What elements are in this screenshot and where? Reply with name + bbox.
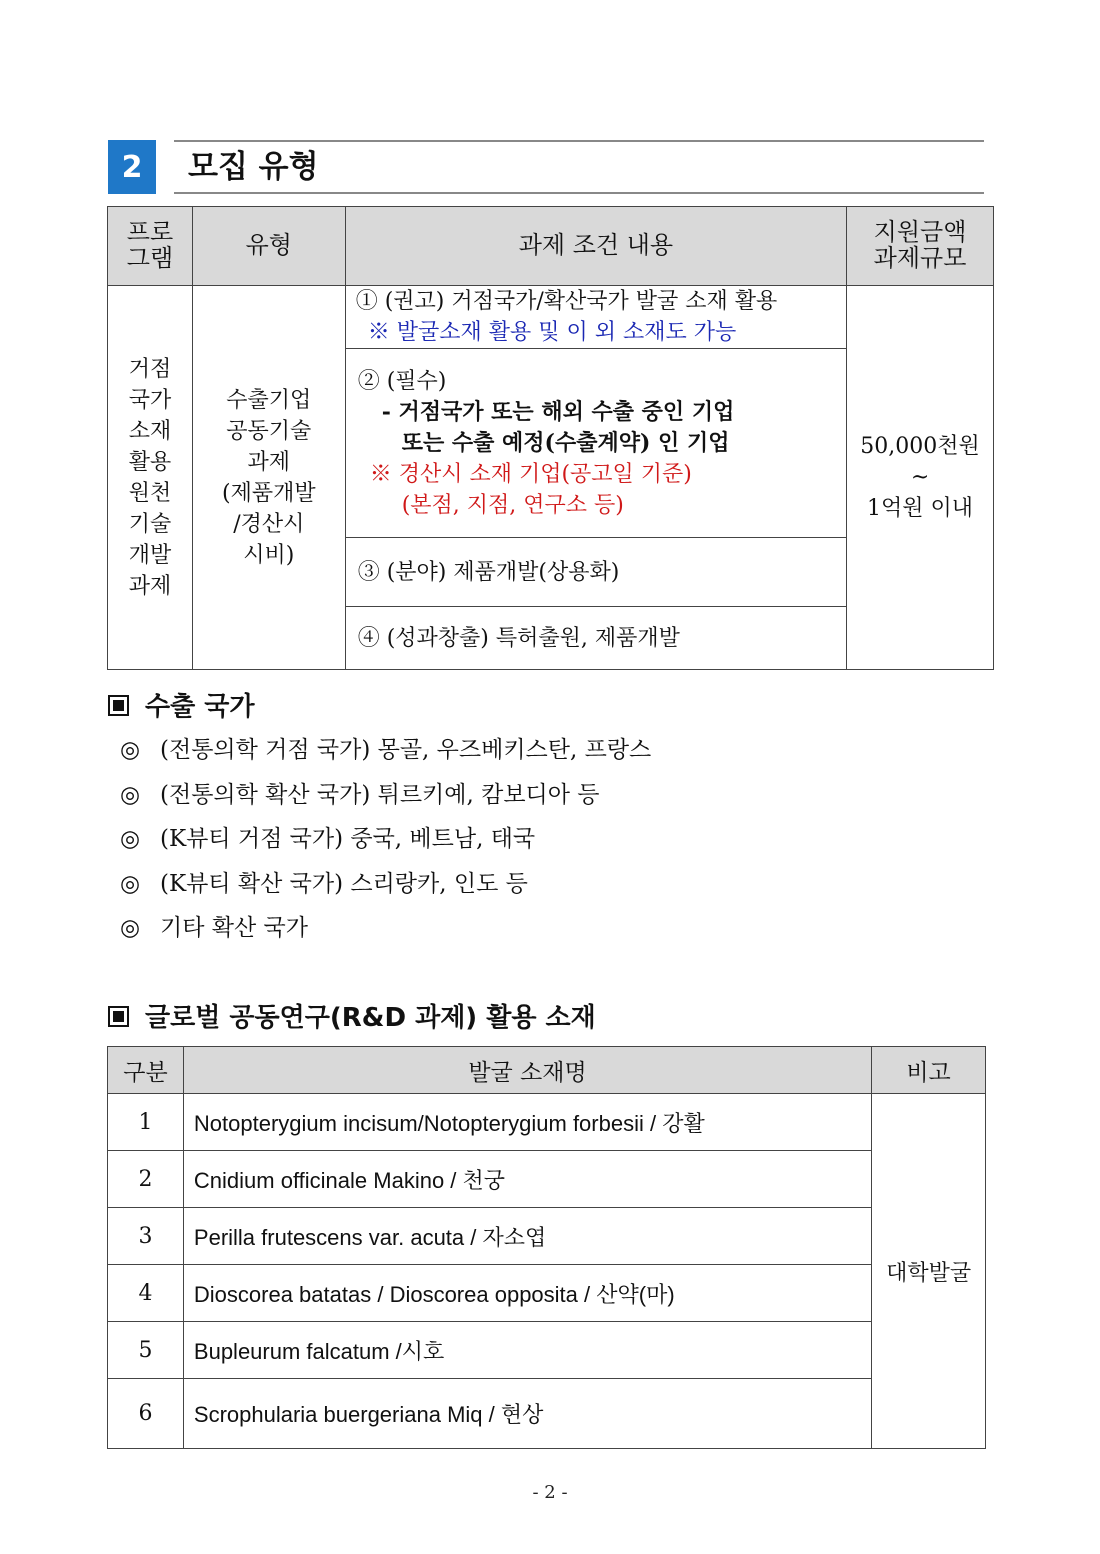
condition-2-line3: 또는 수출 예정(수출계약) 인 기업 xyxy=(401,429,730,456)
materials-heading xyxy=(108,997,596,1034)
export-countries-title: 수출 국가 xyxy=(145,692,255,722)
list-item xyxy=(120,777,651,822)
funding-tilde: ~ xyxy=(910,465,930,490)
double-circle-icon: ◎ xyxy=(120,781,141,808)
funding-limit: 1억원 이내 xyxy=(867,496,974,521)
row-no: 4 xyxy=(108,1265,184,1322)
row-no: 1 xyxy=(108,1094,184,1151)
header-program: 프로 그램 xyxy=(108,207,193,286)
program-cell: 거점 국가 소재 활용 원천 기술 개발 과제 xyxy=(108,286,193,670)
double-circle-icon: ◎ xyxy=(120,737,141,763)
condition-2-note2: (본점, 지점, 연구소 등) xyxy=(401,492,624,518)
condition-2-note1: ※ 경산시 소재 기업(공고일 기준) xyxy=(369,461,692,487)
header-type: 유형 xyxy=(192,207,345,286)
row-no: 6 xyxy=(108,1379,184,1449)
row-no: 5 xyxy=(108,1322,184,1379)
table-row xyxy=(108,1094,986,1151)
note-cell: 대학발굴 xyxy=(872,1094,986,1449)
row-name: Cnidium officinale Makino / 천궁 xyxy=(183,1151,871,1208)
condition-1-text: ① (권고) 거점국가/확산국가 발굴 소재 활용 xyxy=(355,289,778,314)
condition-1-note: ※ 발굴소재 활용 및 이 외 소재도 가능 xyxy=(367,320,737,345)
square-bullet-icon xyxy=(108,1006,129,1027)
condition-1 xyxy=(345,286,846,349)
export-countries-list xyxy=(120,732,651,955)
list-item-text: (K뷰티 확산 국가) 스리랑카, 인도 등 xyxy=(160,870,528,897)
list-item-text: 기타 확산 국가 xyxy=(160,915,308,941)
double-circle-icon: ◎ xyxy=(120,915,141,941)
row-name: Dioscorea batatas / Dioscorea opposita / 산약(마) xyxy=(183,1265,871,1322)
section-header xyxy=(108,140,984,194)
condition-2-text: ② (필수) xyxy=(357,368,447,394)
condition-3: ③ (분야) 제품개발(상용화) xyxy=(345,538,846,607)
header-note: 비고 xyxy=(872,1047,986,1094)
table-row xyxy=(108,1265,986,1322)
row-no: 2 xyxy=(108,1151,184,1208)
row-name: Scrophularia buergeriana Miq / 현상 xyxy=(183,1379,871,1449)
list-item xyxy=(120,910,651,955)
funding-cell xyxy=(847,286,994,670)
materials-table xyxy=(107,1046,986,1449)
header-name: 발굴 소재명 xyxy=(183,1047,871,1094)
row-name: Bupleurum falcatum /시호 xyxy=(183,1322,871,1379)
header-rule-bottom xyxy=(174,192,984,194)
table-row xyxy=(108,1379,986,1449)
materials-title: 글로벌 공동연구(R&D 과제) 활용 소재 xyxy=(145,1003,596,1033)
condition-2-line2: - 거점국가 또는 해외 수출 중인 기업 xyxy=(381,398,735,425)
condition-2 xyxy=(345,349,846,538)
header-no: 구분 xyxy=(108,1047,184,1094)
square-bullet-icon xyxy=(108,695,129,716)
export-countries-heading xyxy=(108,686,255,723)
funding-amount: 50,000천원 xyxy=(860,434,980,459)
page-number: - 2 - xyxy=(532,1482,568,1503)
type-cell: 수출기업 공동기술 과제 (제품개발 /경산시 시비) xyxy=(192,286,345,670)
row-no: 3 xyxy=(108,1208,184,1265)
list-item xyxy=(120,732,651,777)
section-title: 모집 유형 xyxy=(188,149,319,185)
row-name: Perilla frutescens var. acuta / 자소엽 xyxy=(183,1208,871,1265)
double-circle-icon: ◎ xyxy=(120,826,141,852)
section-number-badge: 2 xyxy=(108,140,156,194)
list-item-text: (전통의학 확산 국가) 튀르키예, 캄보디아 등 xyxy=(160,781,600,808)
table-row xyxy=(108,1208,986,1265)
list-item-text: (전통의학 거점 국가) 몽골, 우즈베키스탄, 프랑스 xyxy=(160,737,652,763)
recruit-type-table xyxy=(107,206,994,670)
table-row xyxy=(108,1151,986,1208)
list-item xyxy=(120,821,651,866)
condition-4: ④ (성과창출) 특허출원, 제품개발 xyxy=(345,607,846,670)
double-circle-icon: ◎ xyxy=(120,870,141,897)
row-name: Notopterygium incisum/Notopterygium forbesii / 강활 xyxy=(183,1094,871,1151)
header-conditions: 과제 조건 내용 xyxy=(345,207,846,286)
list-item-text: (K뷰티 거점 국가) 중국, 베트남, 태국 xyxy=(160,826,536,852)
table-row xyxy=(108,1322,986,1379)
list-item xyxy=(120,866,651,911)
header-funding: 지원금액 과제규모 xyxy=(847,207,994,286)
